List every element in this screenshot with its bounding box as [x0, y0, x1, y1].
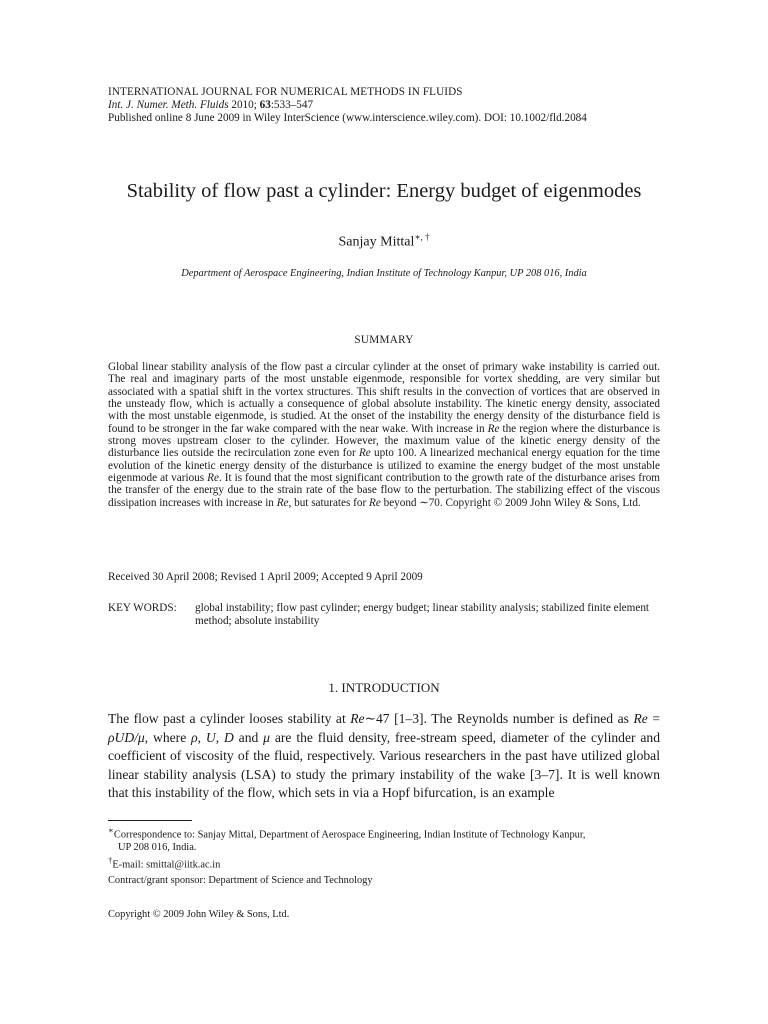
d-symbol: D [223, 729, 234, 745]
re-symbol: Re [358, 447, 371, 460]
re-symbol: Re [368, 496, 381, 509]
re-symbol: Re [633, 711, 648, 726]
separator: , [197, 729, 206, 745]
separator: and [233, 729, 264, 745]
citation-year: 2010; [228, 99, 260, 111]
journal-header [108, 86, 587, 125]
citation-volume: 63 [259, 99, 271, 111]
intro-part: are the fluid density, free-stream speed, diameter of the cylinder and coefficient of viscosity of the fluid, respectively. Various researchers in the past have utilized global linear stability analysis (LSA) to study the primary instability of the wake [3–7]. It is well known that this instability of the flow, which sets in via a Hopf bifurcation, is an example [108, 729, 661, 800]
abstract-part: , but saturates for [288, 496, 369, 509]
intro-part: The flow past a cylinder looses stability at [108, 711, 351, 726]
re-symbol: Re [487, 422, 500, 435]
paper-title: Stability of flow past a cylinder: Energy budget of eigenmodes [126, 180, 642, 202]
re-symbol: Re [276, 496, 289, 509]
author-name: Sanjay Mittal [338, 234, 415, 250]
abstract-part: upto 100. A linearized mechanical energy equation for the time evolution of the kinetic energy density of the disturbance is utilized to examine the energy budget of the most unstable eigenmode at various [108, 447, 660, 485]
citation-pages: :533–547 [270, 99, 314, 111]
footnote-correspondence [108, 824, 664, 842]
footnote-text: Correspondence to: Sanjay Mittal, Department of Aerospace Engineering, Indian Institute of Technology Kanpur, [113, 829, 586, 841]
intro-part: , where [144, 729, 192, 745]
citation-abbrev: Int. J. Numer. Meth. Fluids [108, 99, 229, 111]
reynolds-definition: ρUD/μ [108, 729, 145, 745]
keywords-label: KEY WORDS: [108, 602, 177, 614]
footnote-correspondence-cont: UP 208 016, India. [118, 841, 197, 853]
re-symbol: Re [350, 711, 365, 726]
abstract-part: . It is found that the most significant contribution to the growth rate of the disturbance arises from the transfer of the energy due to the strain rate of the base flow to the perturbation. The stabilizing effect of the viscous dissipation increases with increase in [108, 472, 660, 509]
received-dates: Received 30 April 2008; Revised 1 April 2009; Accepted 9 April 2009 [108, 571, 423, 583]
footnotes [108, 824, 664, 872]
rho-symbol: ρ [191, 729, 198, 745]
introduction-heading: 1. INTRODUCTION [328, 680, 440, 695]
footnote-rule [108, 820, 192, 821]
author-footnote-marks: ∗, † [414, 232, 430, 242]
abstract-text [108, 361, 660, 509]
mu-symbol: μ [263, 729, 270, 745]
abstract-part: beyond ∼70. Copyright © 2009 John Wiley & Sons, Ltd. [380, 496, 641, 509]
footnote-mark: ∗ [108, 825, 114, 835]
grant-sponsor: Contract/grant sponsor: Department of Science and Technology [108, 875, 373, 886]
journal-name: INTERNATIONAL JOURNAL FOR NUMERICAL METHODS IN FLUIDS [108, 86, 463, 98]
introduction-text [108, 710, 660, 803]
keywords-text: global instability; flow past cylinder; energy budget; linear stability analysis; stabilized finite element method; absolute instability [195, 602, 650, 627]
journal-citation [108, 99, 587, 112]
keywords-block [108, 602, 660, 628]
summary-heading: SUMMARY [354, 334, 414, 346]
footnote-text: E-mail: smittal@iitk.ac.in [112, 859, 221, 871]
author-line [0, 232, 768, 251]
abstract-part: Global linear stability analysis of the flow past a circular cylinder at the onset of primary wake instability is carried out. The real and imaginary parts of the most unstable eigenmode, responsible for vortex shedding, are very similar but associated with a spatial shift in the vortex structures. This shift results in the convection of vortices that are observed in the unsteady flow, which is actually a consequence of global absolute instability. The kinetic energy density, associated with the most unstable eigenmode, is studied. At the onset of the instability the energy density of the disturbance field is found to be stronger in the far wake compared with the near wake. With increase in [108, 361, 660, 435]
re-symbol: Re [207, 472, 219, 485]
abstract-part: the region where the disturbance is strong moves upstream closer to the cylinder. However, the maximum value of the kinetic energy density of the disturbance lies outside the recirculation zone even for [108, 422, 660, 460]
separator: , [215, 729, 224, 745]
copyright-notice: Copyright © 2009 John Wiley & Sons, Ltd. [108, 909, 290, 920]
footnote-email [108, 854, 664, 872]
footnote-mark: † [108, 855, 113, 866]
equals-sign: = [647, 711, 660, 726]
u-symbol: U [205, 729, 216, 745]
intro-part: ∼47 [1–3]. The Reynolds number is defined as [364, 711, 634, 726]
author-affiliation: Department of Aerospace Engineering, Indian Institute of Technology Kanpur, UP 208 016, India [181, 268, 587, 279]
publication-line: Published online 8 June 2009 in Wiley InterScience (www.interscience.wiley.com). DOI: 10.1002/fld.2084 [108, 112, 587, 124]
